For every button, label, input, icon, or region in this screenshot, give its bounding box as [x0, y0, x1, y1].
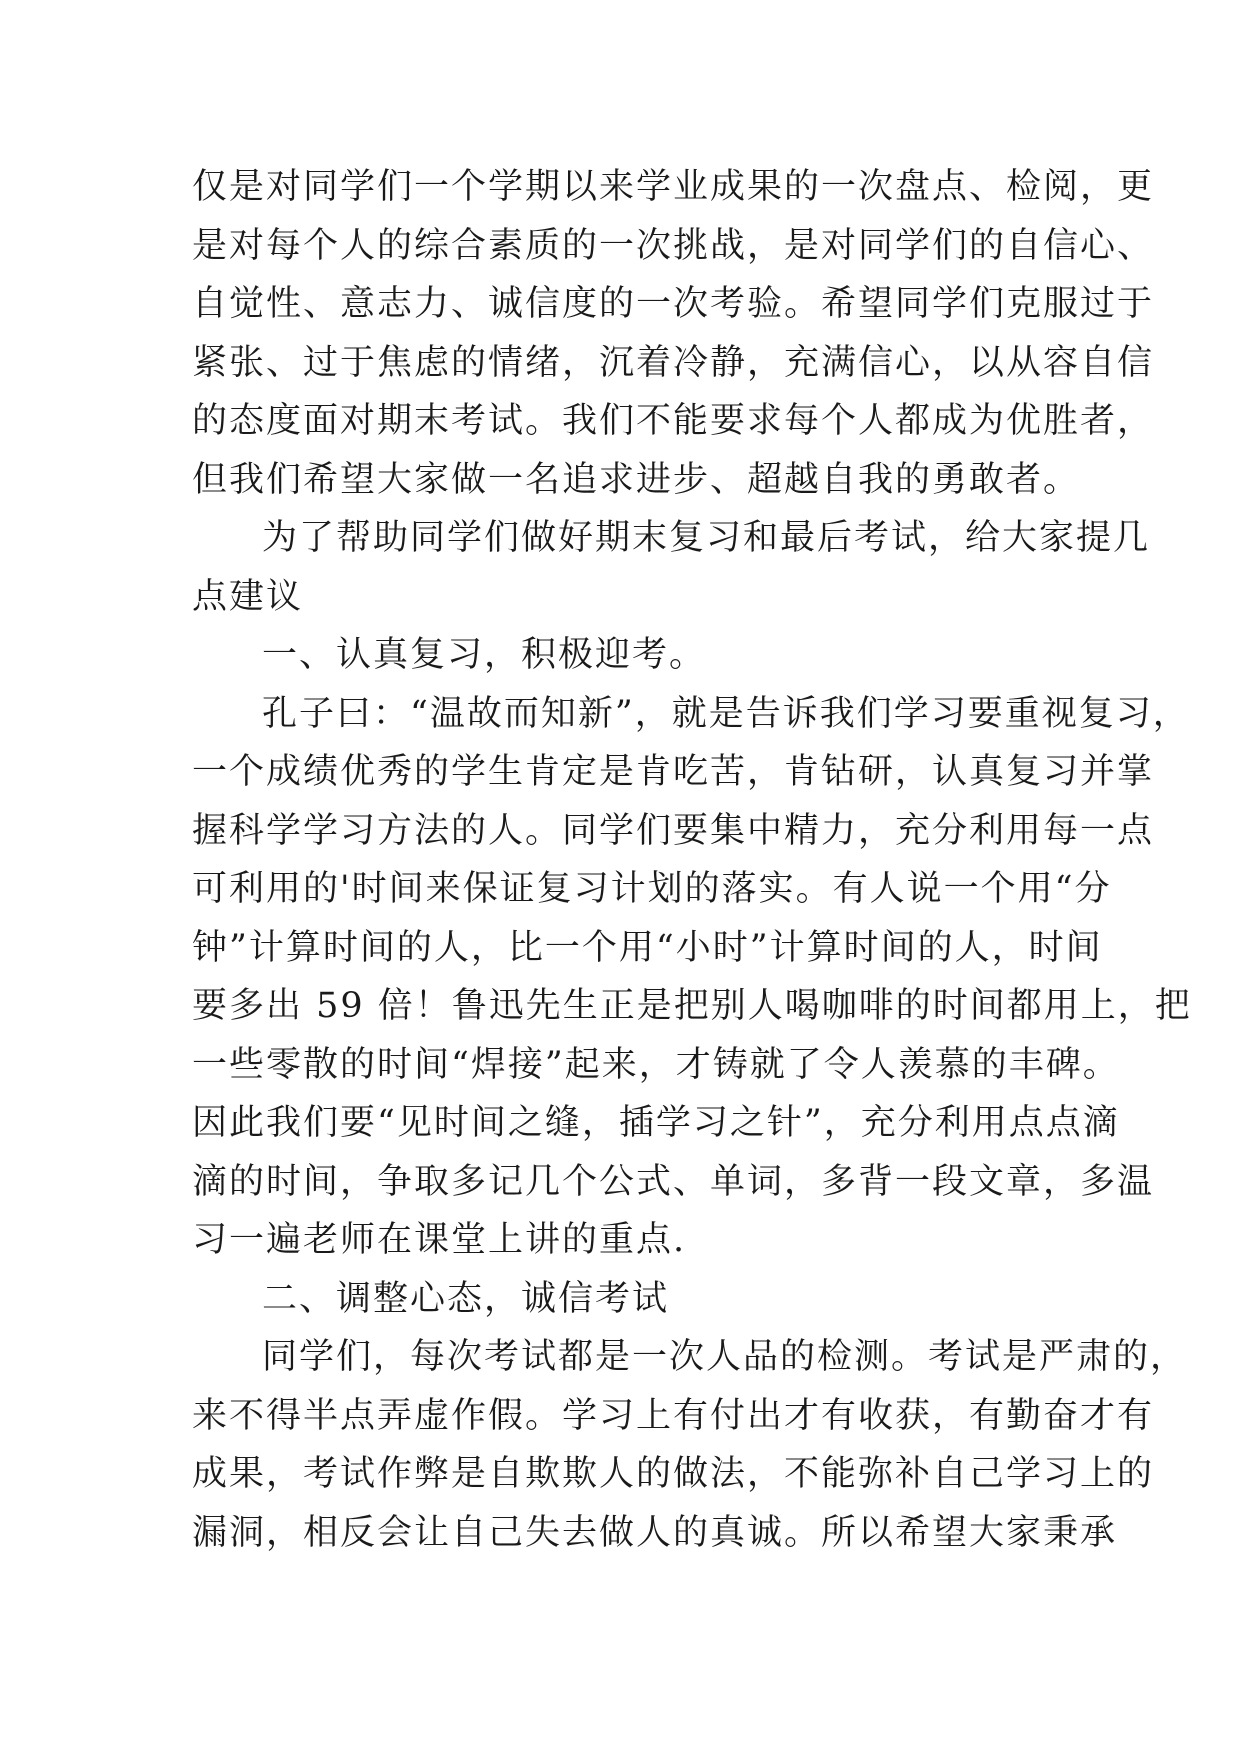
section-heading: 二、调整心态，诚信考试 — [262, 1278, 670, 1319]
text-line: 同学们，每次考试都是一次人品的检测。考试是严肃的， — [262, 1337, 1188, 1377]
text-line: 漏洞，相反会让自己失去做人的真诚。所以希望大家秉承 — [192, 1512, 1118, 1553]
text-line: 为了帮助同学们做好期末复习和最后考试，给大家提几 — [262, 518, 1151, 558]
text-line: 紧张、过于焦虑的情绪，沉着冷静，充满信心，以从容自信 — [192, 342, 1155, 383]
text-line: 因此我们要“见时间之缝，插学习之针”，充分利用点点滴 — [192, 1103, 1120, 1143]
text-line: 来不得半点弄虚作假。学习上有付出才有收获，有勤奋才有 — [192, 1395, 1155, 1436]
section-heading: 一、认真复习，积极迎考。 — [262, 635, 707, 675]
text-line: 可利用的'时间来保证复习计划的落实。有人说一个用“分 — [192, 869, 1112, 909]
text-line: 自觉性、意志力、诚信度的一次考验。希望同学们克服过于 — [192, 284, 1155, 324]
text-line: 钟”计算时间的人，比一个用“小时”计算时间的人，时间 — [192, 927, 1103, 968]
text-line: 仅是对同学们一个学期以来学业成果的一次盘点、检阅，更 — [192, 167, 1155, 207]
text-line: 一些零散的时间“焊接”起来，才铸就了令人羡慕的丰碑。 — [192, 1044, 1120, 1085]
text-line: 握科学学习方法的人。同学们要集中精力，充分利用每一点 — [192, 810, 1155, 851]
text-line: 习一遍老师在课堂上讲的重点. — [192, 1220, 687, 1260]
text-line: 孔子曰：“温故而知新”，就是告诉我们学习要重视复习， — [262, 693, 1190, 734]
text-line: 点建议 — [192, 576, 304, 617]
text-line: 一个成绩优秀的学生肯定是肯吃苦，肯钻研，认真复习并掌 — [192, 752, 1155, 792]
text-line: 滴的时间，争取多记几个公式、单词，多背一段文章，多温 — [192, 1161, 1155, 1202]
body-text — [192, 158, 1192, 1562]
text-line: 是对每个人的综合素质的一次挑战，是对同学们的自信心、 — [192, 225, 1155, 266]
text-line: 的态度面对期末考试。我们不能要求每个人都成为优胜者， — [192, 401, 1155, 441]
text-line: 但我们希望大家做一名追求进步、超越自我的勇敢者。 — [192, 459, 1081, 500]
text-line: 要多出 59 倍！鲁迅先生正是把别人喝咖啡的时间都用上，把 — [192, 986, 1192, 1026]
text-line: 成果，考试作弊是自欺欺人的做法，不能弥补自己学习上的 — [192, 1454, 1155, 1494]
